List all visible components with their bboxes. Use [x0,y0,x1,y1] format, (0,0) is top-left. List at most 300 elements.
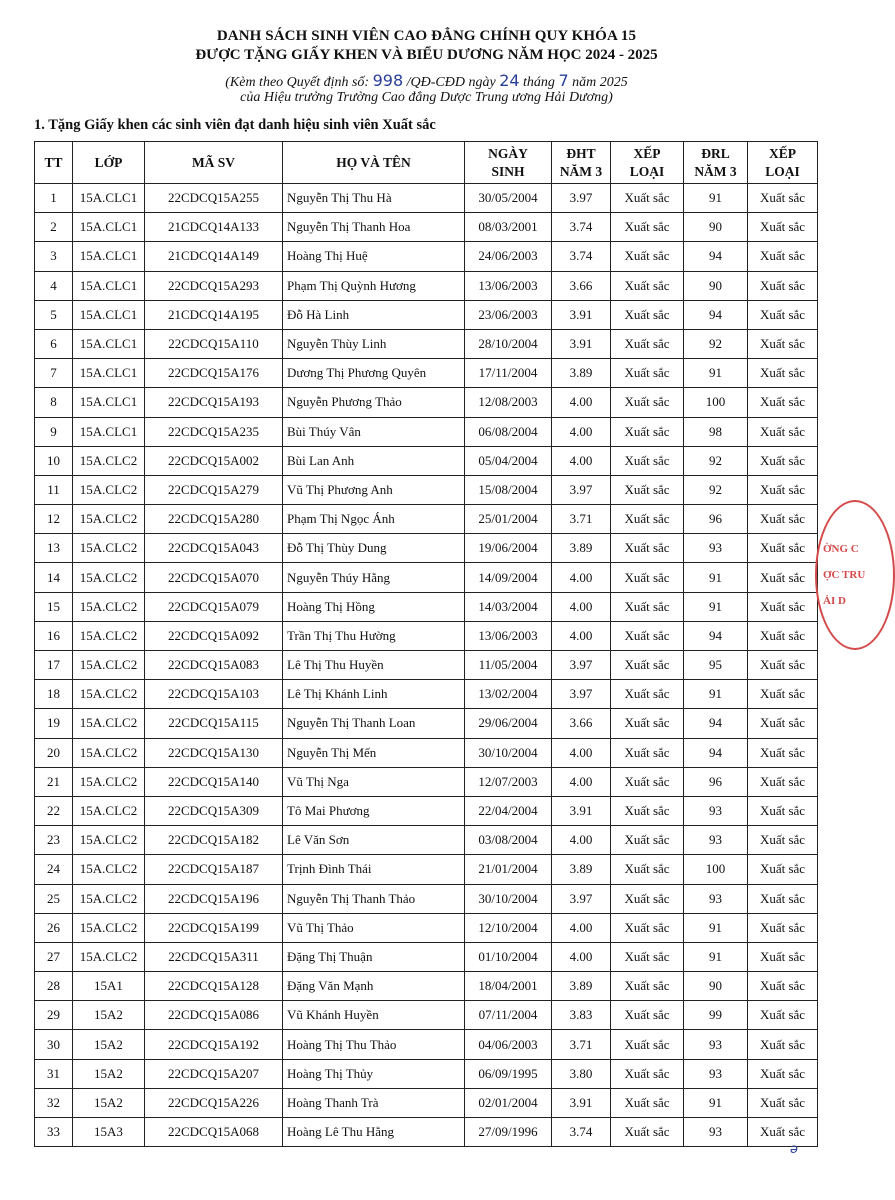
full-name-cell: Nguyễn Thị Mến [283,738,465,767]
gpa-rank-cell: Xuất sắc [611,446,684,475]
student-id-cell: 22CDCQ15A103 [145,680,283,709]
row-number: 3 [35,242,73,271]
conduct-rank-cell: Xuất sắc [748,1059,818,1088]
gpa-rank-cell: Xuất sắc [611,1030,684,1059]
student-id-cell: 22CDCQ15A130 [145,738,283,767]
table-row [35,709,818,738]
student-id-cell: 22CDCQ15A226 [145,1088,283,1117]
student-id-cell: 22CDCQ15A311 [145,942,283,971]
student-id-cell: 22CDCQ15A068 [145,1118,283,1147]
class-cell: 15A.CLC2 [73,680,145,709]
row-number: 11 [35,475,73,504]
student-id-cell: 22CDCQ15A199 [145,913,283,942]
table-row [35,505,818,534]
birth-date-cell: 07/11/2004 [465,1001,552,1030]
gpa-cell: 3.97 [552,651,611,680]
conduct-score-cell: 94 [684,621,748,650]
gpa-rank-cell: Xuất sắc [611,1059,684,1088]
conduct-score-cell: 94 [684,738,748,767]
table-row [35,359,818,388]
birth-date-cell: 05/04/2004 [465,446,552,475]
conduct-rank-cell: Xuất sắc [748,329,818,358]
birth-date-cell: 13/02/2004 [465,680,552,709]
gpa-rank-cell: Xuất sắc [611,1088,684,1117]
gpa-rank-cell: Xuất sắc [611,884,684,913]
class-cell: 15A.CLC2 [73,826,145,855]
student-id-cell: 22CDCQ15A128 [145,972,283,1001]
gpa-rank-cell: Xuất sắc [611,680,684,709]
conduct-score-cell: 91 [684,1088,748,1117]
student-id-cell: 22CDCQ15A309 [145,796,283,825]
conduct-score-cell: 99 [684,1001,748,1030]
conduct-score-cell: 96 [684,767,748,796]
table-row [35,738,818,767]
birth-date-cell: 12/08/2003 [465,388,552,417]
gpa-cell: 4.00 [552,446,611,475]
class-cell: 15A.CLC2 [73,505,145,534]
full-name-cell: Đỗ Hà Linh [283,300,465,329]
conduct-rank-cell: Xuất sắc [748,242,818,271]
full-name-cell: Nguyễn Thị Thanh Loan [283,709,465,738]
conduct-rank-cell: Xuất sắc [748,213,818,242]
col-ma-sv-header: MÃ SV [145,142,283,184]
gpa-rank-cell: Xuất sắc [611,855,684,884]
student-id-cell: 22CDCQ15A070 [145,563,283,592]
gpa-cell: 3.91 [552,796,611,825]
gpa-rank-cell: Xuất sắc [611,505,684,534]
birth-date-cell: 12/10/2004 [465,913,552,942]
conduct-score-cell: 91 [684,592,748,621]
class-cell: 15A.CLC1 [73,242,145,271]
class-cell: 15A.CLC2 [73,738,145,767]
class-cell: 15A3 [73,1118,145,1147]
signature-mark: ǝ [790,1142,798,1157]
gpa-cell: 3.80 [552,1059,611,1088]
conduct-score-cell: 93 [684,884,748,913]
birth-date-cell: 06/09/1995 [465,1059,552,1088]
conduct-score-cell: 92 [684,475,748,504]
birth-date-cell: 30/10/2004 [465,738,552,767]
seal-text-line: ỢC TRU [823,569,866,581]
conduct-score-cell: 91 [684,359,748,388]
full-name-cell: Vũ Khánh Huyền [283,1001,465,1030]
full-name-cell: Phạm Thị Ngọc Ánh [283,505,465,534]
student-id-cell: 22CDCQ15A043 [145,534,283,563]
col-dht-header: ĐHT NĂM 3 [552,142,611,184]
student-id-cell: 22CDCQ15A176 [145,359,283,388]
decision-day: 24 [499,71,520,90]
table-row [35,563,818,592]
table-row [35,329,818,358]
row-number: 4 [35,271,73,300]
gpa-rank-cell: Xuất sắc [611,359,684,388]
row-number: 31 [35,1059,73,1088]
gpa-rank-cell: Xuất sắc [611,271,684,300]
table-row [35,796,818,825]
birth-date-cell: 28/10/2004 [465,329,552,358]
conduct-score-cell: 91 [684,184,748,213]
row-number: 9 [35,417,73,446]
full-name-cell: Hoàng Lê Thu Hằng [283,1118,465,1147]
table-row [35,1001,818,1030]
table-row [35,446,818,475]
row-number: 28 [35,972,73,1001]
student-id-cell: 22CDCQ15A192 [145,1030,283,1059]
birth-date-cell: 08/03/2001 [465,213,552,242]
student-id-cell: 22CDCQ15A187 [145,855,283,884]
student-id-cell: 22CDCQ15A002 [145,446,283,475]
row-number: 10 [35,446,73,475]
document-title-line2: ĐƯỢC TẶNG GIẤY KHEN VÀ BIỂU DƯƠNG NĂM HỌC 2024 - 2025 [195,47,658,63]
class-cell: 15A.CLC2 [73,709,145,738]
table-row [35,242,818,271]
row-number: 15 [35,592,73,621]
table-row [35,1030,818,1059]
birth-date-cell: 30/10/2004 [465,884,552,913]
birth-date-cell: 01/10/2004 [465,942,552,971]
full-name-cell: Đỗ Thị Thùy Dung [283,534,465,563]
student-id-cell: 22CDCQ15A280 [145,505,283,534]
table-row [35,592,818,621]
gpa-rank-cell: Xuất sắc [611,592,684,621]
row-number: 18 [35,680,73,709]
student-id-cell: 22CDCQ15A182 [145,826,283,855]
row-number: 32 [35,1088,73,1117]
table-row [35,475,818,504]
row-number: 2 [35,213,73,242]
row-number: 1 [35,184,73,213]
table-row [35,388,818,417]
table-row [35,651,818,680]
class-cell: 15A.CLC1 [73,359,145,388]
class-cell: 15A.CLC2 [73,446,145,475]
full-name-cell: Đặng Thị Thuận [283,942,465,971]
table-row [35,913,818,942]
row-number: 8 [35,388,73,417]
class-cell: 15A.CLC2 [73,913,145,942]
table-header-row [35,142,818,184]
gpa-cell: 3.91 [552,1088,611,1117]
conduct-score-cell: 98 [684,417,748,446]
gpa-cell: 3.97 [552,884,611,913]
conduct-rank-cell: Xuất sắc [748,446,818,475]
row-number: 20 [35,738,73,767]
official-seal [815,500,895,650]
gpa-rank-cell: Xuất sắc [611,1001,684,1030]
student-id-cell: 22CDCQ15A079 [145,592,283,621]
gpa-cell: 3.66 [552,271,611,300]
conduct-rank-cell: Xuất sắc [748,855,818,884]
full-name-cell: Hoàng Thị Thu Thảo [283,1030,465,1059]
class-cell: 15A2 [73,1030,145,1059]
conduct-score-cell: 94 [684,300,748,329]
decision-month-label: tháng [523,75,555,90]
full-name-cell: Nguyễn Thị Thu Hà [283,184,465,213]
class-cell: 15A.CLC1 [73,417,145,446]
conduct-score-cell: 100 [684,388,748,417]
birth-date-cell: 11/05/2004 [465,651,552,680]
conduct-score-cell: 93 [684,1059,748,1088]
gpa-rank-cell: Xuất sắc [611,709,684,738]
gpa-cell: 3.89 [552,855,611,884]
conduct-rank-cell: Xuất sắc [748,913,818,942]
table-body [35,184,818,1147]
conduct-rank-cell: Xuất sắc [748,534,818,563]
conduct-score-cell: 93 [684,826,748,855]
table-row [35,826,818,855]
student-id-cell: 22CDCQ15A196 [145,884,283,913]
gpa-cell: 4.00 [552,738,611,767]
gpa-rank-cell: Xuất sắc [611,767,684,796]
conduct-rank-cell: Xuất sắc [748,651,818,680]
conduct-score-cell: 93 [684,1030,748,1059]
gpa-cell: 3.89 [552,359,611,388]
full-name-cell: Nguyễn Thúy Hằng [283,563,465,592]
class-cell: 15A1 [73,972,145,1001]
gpa-rank-cell: Xuất sắc [611,563,684,592]
class-cell: 15A.CLC2 [73,855,145,884]
conduct-rank-cell: Xuất sắc [748,884,818,913]
table-row [35,184,818,213]
full-name-cell: Vũ Thị Thảo [283,913,465,942]
conduct-rank-cell: Xuất sắc [748,738,818,767]
table-row [35,300,818,329]
conduct-rank-cell: Xuất sắc [748,621,818,650]
row-number: 7 [35,359,73,388]
conduct-rank-cell: Xuất sắc [748,796,818,825]
table-row [35,534,818,563]
class-cell: 15A.CLC2 [73,475,145,504]
birth-date-cell: 30/05/2004 [465,184,552,213]
birth-date-cell: 23/06/2003 [465,300,552,329]
conduct-rank-cell: Xuất sắc [748,417,818,446]
birth-date-cell: 17/11/2004 [465,359,552,388]
conduct-rank-cell: Xuất sắc [748,505,818,534]
conduct-score-cell: 90 [684,972,748,1001]
full-name-cell: Vũ Thị Phương Anh [283,475,465,504]
gpa-cell: 3.97 [552,184,611,213]
conduct-rank-cell: Xuất sắc [748,972,818,1001]
student-id-cell: 22CDCQ15A115 [145,709,283,738]
class-cell: 15A2 [73,1001,145,1030]
class-cell: 15A.CLC1 [73,329,145,358]
gpa-cell: 4.00 [552,592,611,621]
birth-date-cell: 12/07/2003 [465,767,552,796]
conduct-rank-cell: Xuất sắc [748,767,818,796]
table-row [35,417,818,446]
class-cell: 15A.CLC2 [73,796,145,825]
col-tt-header: TT [35,142,73,184]
gpa-cell: 3.83 [552,1001,611,1030]
student-table [34,141,818,1147]
row-number: 30 [35,1030,73,1059]
birth-date-cell: 03/08/2004 [465,826,552,855]
col-ho-ten-header: HỌ VÀ TÊN [283,142,465,184]
full-name-cell: Hoàng Thị Hồng [283,592,465,621]
decision-prefix: (Kèm theo Quyết định số: [225,75,370,90]
col-ngay-sinh-header: NGÀY SINH [465,142,552,184]
issuer-line: của Hiệu trưởng Trường Cao đẳng Dược Trung ương Hải Dương) [240,90,613,105]
decision-mid: /QĐ-CĐD ngày [406,75,496,90]
gpa-rank-cell: Xuất sắc [611,913,684,942]
birth-date-cell: 13/06/2003 [465,271,552,300]
full-name-cell: Bùi Thúy Vân [283,417,465,446]
table-row [35,855,818,884]
conduct-score-cell: 91 [684,913,748,942]
class-cell: 15A2 [73,1088,145,1117]
row-number: 14 [35,563,73,592]
gpa-cell: 3.74 [552,1118,611,1147]
conduct-rank-cell: Xuất sắc [748,475,818,504]
row-number: 29 [35,1001,73,1030]
gpa-cell: 3.74 [552,242,611,271]
row-number: 16 [35,621,73,650]
conduct-score-cell: 93 [684,1118,748,1147]
student-id-cell: 22CDCQ15A279 [145,475,283,504]
gpa-cell: 4.00 [552,942,611,971]
gpa-cell: 3.66 [552,709,611,738]
full-name-cell: Hoàng Thị Huệ [283,242,465,271]
gpa-rank-cell: Xuất sắc [611,329,684,358]
gpa-rank-cell: Xuất sắc [611,388,684,417]
birth-date-cell: 21/01/2004 [465,855,552,884]
table-row [35,1059,818,1088]
conduct-rank-cell: Xuất sắc [748,271,818,300]
full-name-cell: Lê Thị Khánh Linh [283,680,465,709]
row-number: 21 [35,767,73,796]
conduct-rank-cell: Xuất sắc [748,184,818,213]
gpa-cell: 4.00 [552,388,611,417]
conduct-score-cell: 91 [684,563,748,592]
row-number: 12 [35,505,73,534]
conduct-rank-cell: Xuất sắc [748,300,818,329]
class-cell: 15A.CLC1 [73,300,145,329]
row-number: 25 [35,884,73,913]
row-number: 19 [35,709,73,738]
gpa-cell: 4.00 [552,621,611,650]
class-cell: 15A.CLC2 [73,942,145,971]
class-cell: 15A.CLC1 [73,213,145,242]
gpa-cell: 4.00 [552,563,611,592]
class-cell: 15A.CLC1 [73,388,145,417]
conduct-rank-cell: Xuất sắc [748,680,818,709]
full-name-cell: Tô Mai Phương [283,796,465,825]
gpa-rank-cell: Xuất sắc [611,417,684,446]
gpa-cell: 4.00 [552,417,611,446]
decision-month: 7 [558,71,569,90]
student-id-cell: 22CDCQ15A110 [145,329,283,358]
conduct-rank-cell: Xuất sắc [748,1001,818,1030]
full-name-cell: Nguyễn Phương Thảo [283,388,465,417]
student-id-cell: 22CDCQ15A207 [145,1059,283,1088]
gpa-rank-cell: Xuất sắc [611,942,684,971]
table-row [35,1118,818,1147]
conduct-rank-cell: Xuất sắc [748,388,818,417]
birth-date-cell: 25/01/2004 [465,505,552,534]
gpa-cell: 3.71 [552,505,611,534]
table-row [35,942,818,971]
birth-date-cell: 04/06/2003 [465,1030,552,1059]
table-row [35,884,818,913]
col-xep-loai-dht-header: XẾP LOẠI [611,142,684,184]
table-row [35,767,818,796]
student-id-cell: 22CDCQ15A083 [145,651,283,680]
conduct-score-cell: 94 [684,242,748,271]
full-name-cell: Dương Thị Phương Quyên [283,359,465,388]
full-name-cell: Vũ Thị Nga [283,767,465,796]
conduct-score-cell: 91 [684,942,748,971]
conduct-score-cell: 94 [684,709,748,738]
conduct-score-cell: 95 [684,651,748,680]
class-cell: 15A.CLC2 [73,767,145,796]
gpa-cell: 3.74 [552,213,611,242]
row-number: 23 [35,826,73,855]
student-id-cell: 21CDCQ14A195 [145,300,283,329]
decision-year: năm 2025 [572,75,628,90]
full-name-cell: Lê Thị Thu Huyền [283,651,465,680]
row-number: 22 [35,796,73,825]
full-name-cell: Lê Văn Sơn [283,826,465,855]
student-id-cell: 22CDCQ15A235 [145,417,283,446]
row-number: 13 [35,534,73,563]
conduct-score-cell: 90 [684,271,748,300]
conduct-score-cell: 93 [684,534,748,563]
conduct-rank-cell: Xuất sắc [748,563,818,592]
class-cell: 15A2 [73,1059,145,1088]
row-number: 27 [35,942,73,971]
full-name-cell: Đặng Văn Mạnh [283,972,465,1001]
class-cell: 15A.CLC2 [73,621,145,650]
full-name-cell: Phạm Thị Quỳnh Hương [283,271,465,300]
row-number: 17 [35,651,73,680]
gpa-rank-cell: Xuất sắc [611,242,684,271]
gpa-cell: 4.00 [552,913,611,942]
birth-date-cell: 22/04/2004 [465,796,552,825]
conduct-rank-cell: Xuất sắc [748,709,818,738]
full-name-cell: Nguyễn Thị Thanh Hoa [283,213,465,242]
gpa-rank-cell: Xuất sắc [611,651,684,680]
gpa-rank-cell: Xuất sắc [611,213,684,242]
table-row [35,680,818,709]
full-name-cell: Bùi Lan Anh [283,446,465,475]
row-number: 6 [35,329,73,358]
birth-date-cell: 18/04/2001 [465,972,552,1001]
full-name-cell: Nguyễn Thùy Linh [283,329,465,358]
gpa-cell: 3.97 [552,680,611,709]
birth-date-cell: 02/01/2004 [465,1088,552,1117]
row-number: 24 [35,855,73,884]
class-cell: 15A.CLC1 [73,184,145,213]
birth-date-cell: 14/03/2004 [465,592,552,621]
gpa-cell: 3.89 [552,972,611,1001]
row-number: 26 [35,913,73,942]
gpa-rank-cell: Xuất sắc [611,534,684,563]
gpa-rank-cell: Xuất sắc [611,475,684,504]
gpa-rank-cell: Xuất sắc [611,184,684,213]
conduct-rank-cell: Xuất sắc [748,826,818,855]
gpa-cell: 3.91 [552,300,611,329]
full-name-cell: Trần Thị Thu Hường [283,621,465,650]
student-id-cell: 22CDCQ15A193 [145,388,283,417]
student-id-cell: 22CDCQ15A140 [145,767,283,796]
birth-date-cell: 29/06/2004 [465,709,552,738]
seal-text-line: ỜNG C [823,543,859,555]
conduct-score-cell: 90 [684,213,748,242]
seal-text-line: ẢI D [823,595,846,607]
student-id-cell: 22CDCQ15A255 [145,184,283,213]
full-name-cell: Hoàng Thị Thủy [283,1059,465,1088]
conduct-score-cell: 100 [684,855,748,884]
